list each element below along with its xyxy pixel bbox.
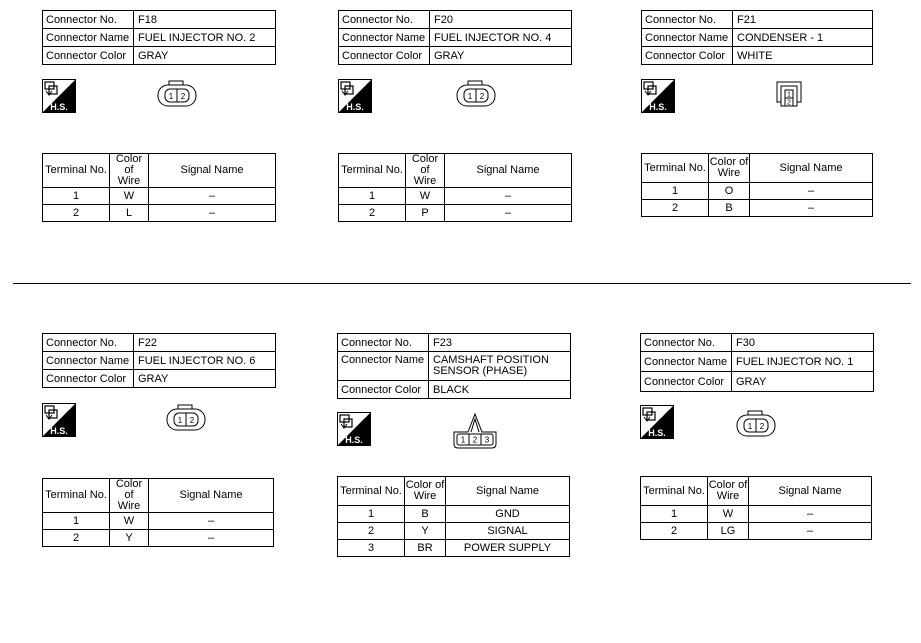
connector-info-table [338,10,572,65]
pin-label: 2 [759,422,765,431]
terminal-table-f30 [640,476,872,540]
signal-name-header: Signal Name [446,477,570,506]
connector-face-f21 [776,81,802,114]
connector-no-label: Connector No. [338,334,429,352]
connector-name-label: Connector Name [43,352,134,370]
table-row: 2 Y SIGNAL [338,523,570,540]
connector-color-label: Connector Color [339,47,430,65]
connector-color-value: GRAY [134,47,276,65]
pin-label: 1 [787,91,791,99]
signal-name-header: Signal Name [149,154,276,188]
connector-info-table [641,10,873,65]
signal-name-header: Signal Name [445,154,572,188]
harness-side-icon [338,79,372,113]
hs-label: H.S. [346,102,364,112]
connector-f21 [641,10,873,65]
connector-f30 [640,333,874,392]
connector-face-f23 [452,410,498,455]
hs-label: H.S. [50,102,68,112]
connector-no-value: F20 [430,11,572,29]
section-divider [13,283,911,284]
terminal-table-f23 [337,476,570,557]
connector-name-label: Connector Name [339,29,430,47]
harness-side-icon [641,79,675,113]
terminal-no-header: Terminal No. [641,477,708,506]
connector-no-value: F18 [134,11,276,29]
pin-label: 1 [168,92,174,101]
connector-color-value: GRAY [430,47,572,65]
connector-no-label: Connector No. [642,11,733,29]
hs-label: H.S. [50,426,68,436]
terminal-no-header: Terminal No. [338,477,405,506]
table-row: 2 B – [642,200,873,217]
connector-name-label: Connector Name [43,29,134,47]
hs-label: H.S. [648,428,666,438]
connector-face-f30 [736,410,778,443]
terminal-table-f20 [338,153,572,222]
connector-no-value: F30 [732,334,874,352]
pin-label: 2 [472,435,478,445]
connector-face-f20 [456,80,498,113]
wire-color-header: Color of Wire [709,154,750,183]
terminal-table-f21 [641,153,873,217]
table-row: 1 W – [43,188,276,205]
connector-f20 [338,10,572,65]
connector-name-value: CAMSHAFT POSITION SENSOR (PHASE) [429,352,571,381]
connector-info-table [42,10,276,65]
hs-label: H.S. [345,435,363,445]
wire-color-header: Color of Wire [110,479,149,513]
pin-label: 1 [747,422,753,431]
connector-color-label: Connector Color [43,370,134,388]
signal-name-header: Signal Name [149,479,274,513]
connector-color-value: GRAY [134,370,276,388]
terminal-no-header: Terminal No. [43,154,110,188]
table-row: 2 P – [339,205,572,222]
pin-label: 3 [484,435,490,445]
pin-label: 2 [479,92,485,101]
connector-f22 [42,333,276,388]
connector-name-value: CONDENSER - 1 [733,29,873,47]
pin-label: 1 [460,435,466,445]
connector-color-label: Connector Color [43,47,134,65]
pin-label: 2 [787,99,791,107]
connector-no-label: Connector No. [43,11,134,29]
terminal-table-f18 [42,153,276,222]
connector-no-value: F22 [134,334,276,352]
table-row: 1 B GND [338,506,570,523]
connector-no-value: F23 [429,334,571,352]
connector-f18 [42,10,276,65]
connector-color-value: WHITE [733,47,873,65]
connector-face-f22 [166,404,208,437]
connector-name-label: Connector Name [642,29,733,47]
table-row: 3 BR POWER SUPPLY [338,540,570,557]
pin-label: 1 [467,92,473,101]
table-row: 1 W – [43,513,274,530]
connector-no-value: F21 [733,11,873,29]
table-row: 1 O – [642,183,873,200]
connector-color-label: Connector Color [642,47,733,65]
connector-color-label: Connector Color [641,372,732,392]
connector-f23 [337,333,571,399]
table-row: 1 W – [641,506,872,523]
connector-no-label: Connector No. [43,334,134,352]
connector-info-table [337,333,571,399]
connector-color-value: GRAY [732,372,874,392]
pin-label: 2 [180,92,186,101]
connector-color-label: Connector Color [338,381,429,399]
pin-label: 1 [177,416,183,425]
table-row: 2 LG – [641,523,872,540]
connector-info-table [640,333,874,392]
connector-face-f18 [157,80,199,113]
connector-info-table [42,333,276,388]
hs-label: H.S. [649,102,667,112]
harness-side-icon [42,403,76,437]
connector-name-label: Connector Name [641,352,732,372]
terminal-no-header: Terminal No. [642,154,709,183]
harness-side-icon [640,405,674,439]
connector-name-value: FUEL INJECTOR NO. 6 [134,352,276,370]
connector-name-value: FUEL INJECTOR NO. 2 [134,29,276,47]
terminal-table-f22 [42,478,274,547]
table-row: 2 L – [43,205,276,222]
pin-label: 2 [189,416,195,425]
signal-name-header: Signal Name [750,154,873,183]
connector-color-value: BLACK [429,381,571,399]
wire-color-header: Color of Wire [708,477,749,506]
wire-color-header: Color of Wire [405,477,446,506]
harness-side-icon [42,79,76,113]
table-row: 2 Y – [43,530,274,547]
connector-name-value: FUEL INJECTOR NO. 1 [732,352,874,372]
harness-side-icon [337,412,371,446]
terminal-no-header: Terminal No. [43,479,110,513]
wire-color-header: Color of Wire [406,154,445,188]
signal-name-header: Signal Name [749,477,872,506]
connector-no-label: Connector No. [339,11,430,29]
terminal-no-header: Terminal No. [339,154,406,188]
wire-color-header: Color of Wire [110,154,149,188]
connector-no-label: Connector No. [641,334,732,352]
table-row: 1 W – [339,188,572,205]
connector-name-label: Connector Name [338,352,429,381]
connector-name-value: FUEL INJECTOR NO. 4 [430,29,572,47]
